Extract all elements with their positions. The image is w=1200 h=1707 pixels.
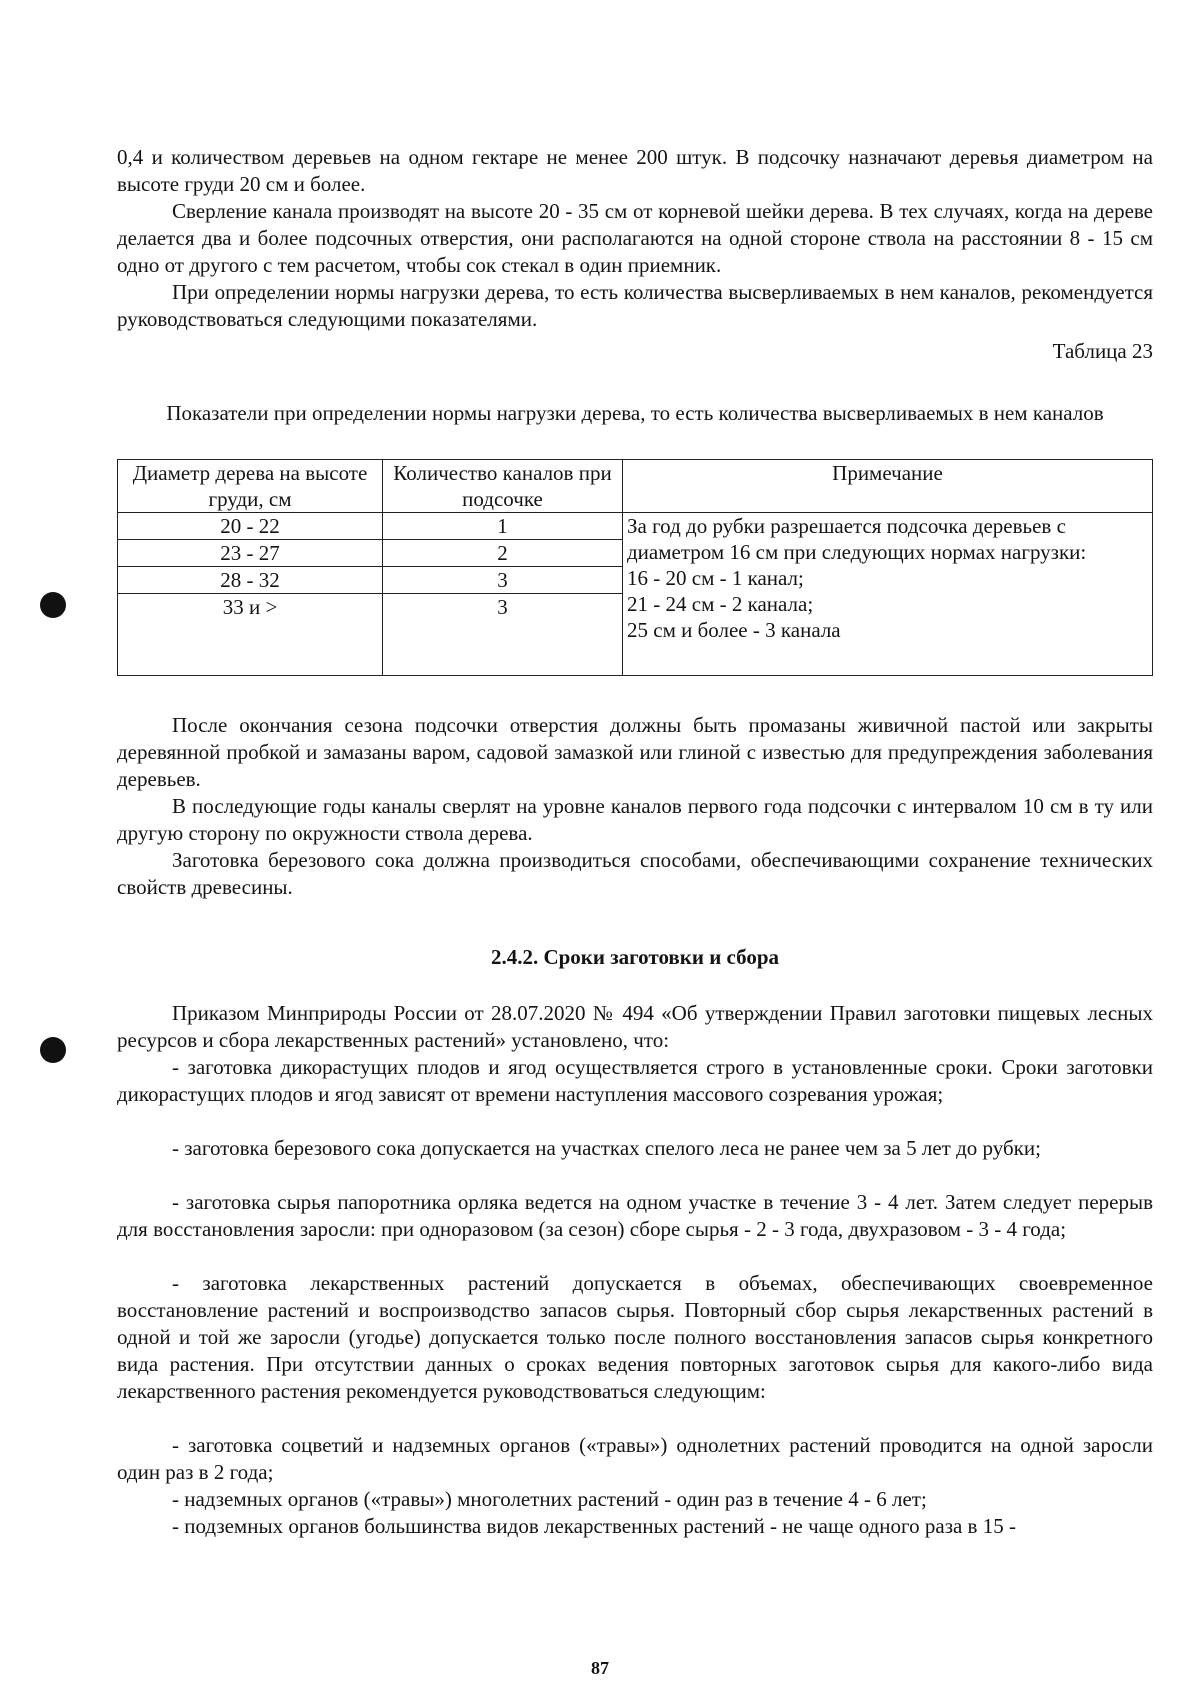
paragraph-middle-1: После окончания сезона подсочки отверстия должны быть промазаны живичной пастой или закрыты деревянной пробкой и замазаны варом, садовой замазкой или глиной с известью для предупреждения заболевания деревьев. (117, 713, 1153, 791)
header-channels: Количество каналов при подсочке (383, 460, 623, 513)
paragraph-middle-3: Заготовка березового сока должна производиться способами, обеспечивающими сохранение технических свойств древесины. (117, 848, 1153, 899)
paragraph-bottom-4: - заготовка сырья папоротника орляка ведется на одном участке в течение 3 - 4 лет. Затем следует перерыв для восстановления заросли: при одноразовом (за сезон) сборе сырья - 2 - 3 года, двухразовом - 3 - 4 года; (117, 1190, 1153, 1241)
paragraph-bottom-3: - заготовка березового сока допускается на участках спелого леса не ранее чем за 5 лет до рубки; (172, 1136, 1041, 1160)
paragraph-bottom-1: Приказом Минприроды России от 28.07.2020 № 494 «Об утверждении Правил заготовки пищевых лесных ресурсов и сбора лекарственных растений» установлено, что: (117, 1001, 1153, 1052)
note-line-3: 25 см и более - 3 канала (627, 618, 841, 642)
paragraph-top-3: При определении нормы нагрузки дерева, то есть количества высверливаемых в нем каналов, рекомендуется руководствоваться следующими показателями. (117, 280, 1153, 331)
table-label: Таблица 23 (1052, 339, 1153, 363)
cell-diameter: 20 - 22 (118, 513, 383, 540)
note-line-1: 16 - 20 см - 1 канал; (627, 566, 804, 590)
header-note: Примечание (623, 460, 1153, 513)
note-intro: За год до рубки разрешается подсочка деревьев с диаметром 16 см при следующих нормах нагрузки: (627, 514, 1087, 564)
cell-diameter: 33 и > (118, 594, 383, 676)
cell-channels: 3 (383, 594, 623, 676)
paragraph-middle-2: В последующие годы каналы сверлят на уровне каналов первого года подсочки с интервалом 10 см в ту или другую сторону по окружности ствола дерева. (117, 794, 1153, 845)
page-number: 87 (591, 1658, 609, 1678)
punch-hole-upper (40, 592, 66, 618)
table-caption: Показатели при определении нормы нагрузки дерева, то есть количества высверливаемых в нем каналов (166, 401, 1104, 425)
paragraph-bottom-6: - заготовка соцветий и надземных органов («травы») однолетних растений проводится на одной заросли один раз в 2 года; (117, 1433, 1153, 1484)
indicators-table (117, 459, 1153, 676)
note-line-2: 21 - 24 см - 2 канала; (627, 592, 814, 616)
cell-diameter: 28 - 32 (118, 567, 383, 594)
paragraph-top-1: 0,4 и количеством деревьев на одном гектаре не менее 200 штук. В подсочку назначают деревья диаметром на высоте груди 20 см и более. (117, 145, 1153, 196)
section-heading: 2.4.2. Сроки заготовки и сбора (490, 945, 780, 969)
cell-channels: 2 (383, 540, 623, 567)
table-header-row (118, 460, 1153, 513)
paragraph-bottom-2: - заготовка дикорастущих плодов и ягод осуществляется строго в установленные сроки. Сроки заготовки дикорастущих плодов и ягод зависят от времени наступления массового созревания урожая; (117, 1055, 1153, 1106)
cell-channels: 3 (383, 567, 623, 594)
paragraph-top-2: Сверление канала производят на высоте 20 - 35 см от корневой шейки дерева. В тех случаях, когда на дереве делается два и более подсочных отверстия, они располагаются на одной стороне ствола на расстоянии 8 - 15 см одно от другого с тем расчетом, чтобы сок стекал в один приемник. (117, 199, 1153, 277)
cell-note (623, 513, 1153, 676)
paragraph-bottom-5: - заготовка лекарственных растений допускается в объемах, обеспечивающих своевременное восстановление растений и воспроизводство запасов сырья. Повторный сбор сырья лекарственных растений в одной и той же заросли (угодье) допускается только после полного восстановления запасов сырья конкретного вида растения. При отсутствии данных о сроках ведения повторных заготовок сырья для какого-либо вида лекарственного растения рекомендуется руководствоваться следующим: (117, 1271, 1153, 1403)
cell-diameter: 23 - 27 (118, 540, 383, 567)
table-row (118, 513, 1153, 540)
cell-channels: 1 (383, 513, 623, 540)
paragraph-bottom-8: - подземных органов большинства видов лекарственных растений - не чаще одного раза в 15 - (172, 1514, 1016, 1538)
header-diameter: Диаметр дерева на высоте груди, см (118, 460, 383, 513)
paragraph-bottom-7: - надземных органов («травы») многолетних растений - один раз в течение 4 - 6 лет; (172, 1487, 927, 1511)
punch-hole-lower (40, 1037, 66, 1063)
